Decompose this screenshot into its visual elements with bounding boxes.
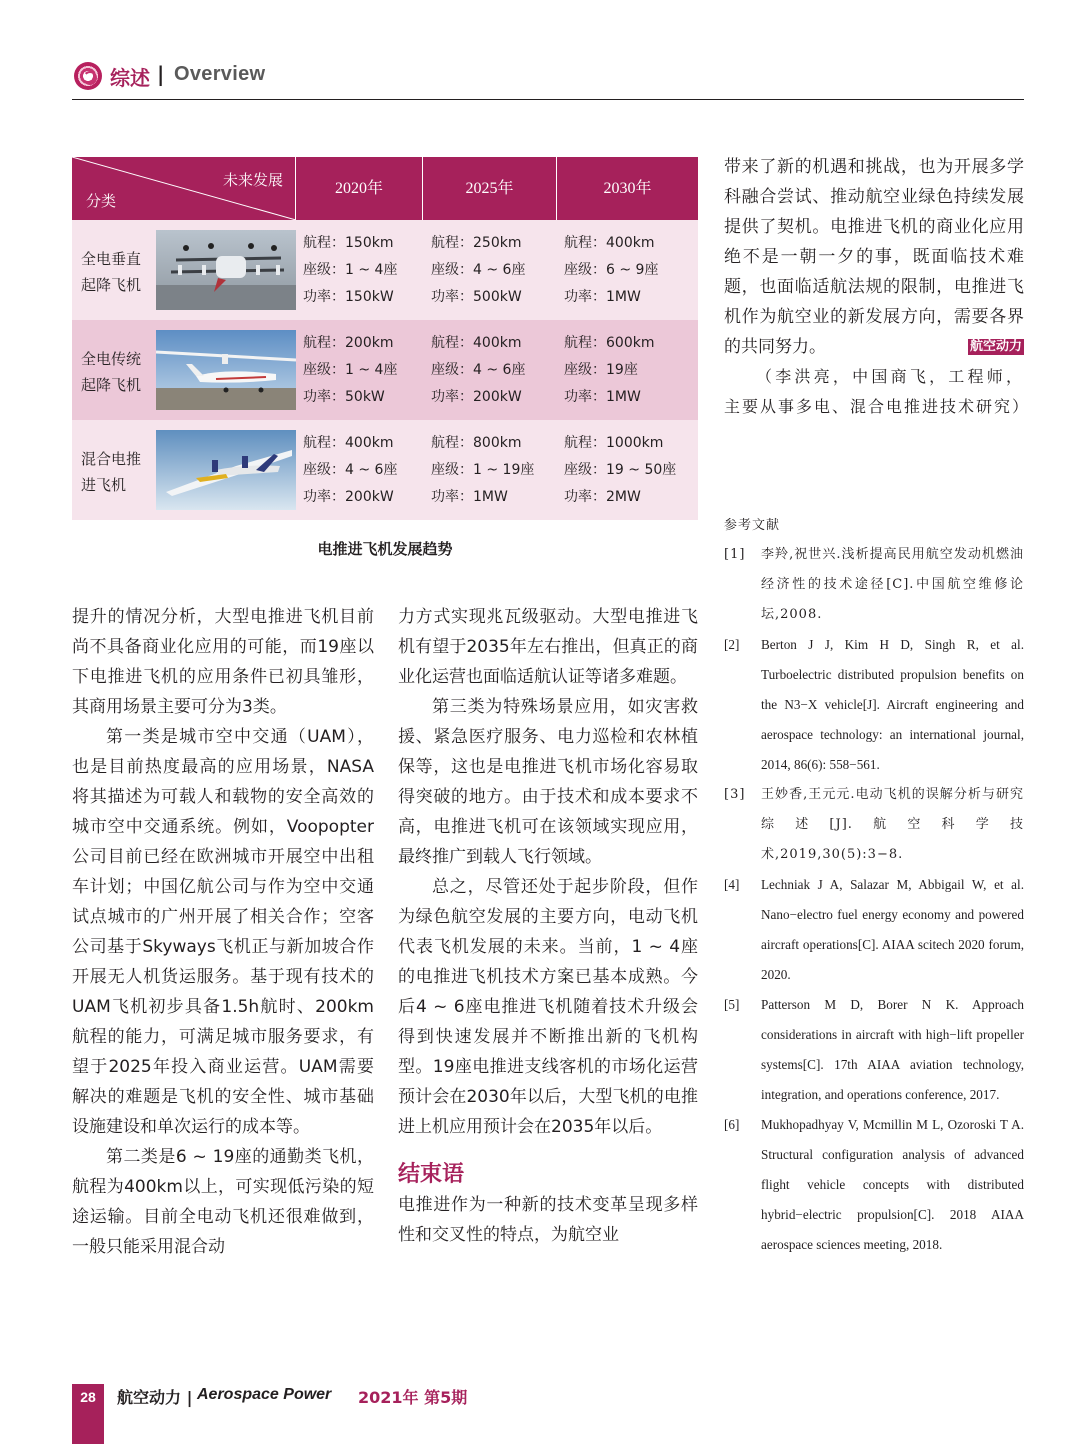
reference-item xyxy=(724,870,1024,990)
paragraph: 第二类是6 ~ 19座的通勤类飞机，航程为400km以上，可实现低污染的短途运输。目前全电动飞机还很难做到，一般只能采用混合动 xyxy=(72,1147,374,1257)
row-label xyxy=(81,246,161,298)
seat-value: 座级：19座 xyxy=(564,362,638,378)
spec-cell xyxy=(303,230,397,311)
page-number: 28 xyxy=(80,1389,96,1405)
table-header xyxy=(72,157,698,220)
seat-value: 座级：6 ~ 9座 xyxy=(564,262,659,278)
paragraph: 提升的情况分析，大型电推进飞机目前尚不具备商业化应用的可能，而19座以下电推进飞机的应用条件已初具雏形，其商用场景主要可分为3类。 xyxy=(72,607,374,717)
header-separator: | xyxy=(157,62,165,86)
reference-item xyxy=(724,780,1024,870)
power-value: 功率：50kW xyxy=(303,389,385,405)
footer-issue: 2021年 第5期 xyxy=(358,1388,468,1407)
table-row xyxy=(72,220,698,320)
range-value: 航程：200km xyxy=(303,335,394,351)
reference-item xyxy=(724,540,1024,630)
year-header-2020: 2020年 xyxy=(296,157,423,220)
table-row xyxy=(72,320,698,420)
power-value: 功率：1MW xyxy=(431,489,508,505)
seat-value: 座级：1 ~ 4座 xyxy=(303,262,398,278)
row-label-line: 全电垂直 xyxy=(81,250,142,268)
reference-text: 李羚,祝世兴.浅析提高民用航空发动机燃油经济性的技术途径[C].中国航空维修论坛,2008. xyxy=(761,547,1024,622)
spec-cell xyxy=(564,330,654,411)
reference-number: [2] xyxy=(724,637,740,652)
spec-cell xyxy=(303,330,397,411)
seat-value: 座级：19 ~ 50座 xyxy=(564,462,677,478)
page-header xyxy=(72,60,1024,100)
section-title: 结束语 xyxy=(398,1162,465,1187)
row-label-line: 混合电推 xyxy=(81,450,142,468)
reference-text: 王妙香,王元元.电动飞机的误解分析与研究综述[J].航空科学技术,2019,30(5):3−8. xyxy=(761,787,1024,862)
reference-text: Berton J J, Kim H D, Singh R, et al. Turboelectric distributed propulsion benefits on the N3−X vehicle[J]. Aircraft engineering and aerospace technology: an international journal, 2014, 86(6): 558−561. xyxy=(761,637,1024,772)
author-note: （李洪亮，中国商飞，工程师，主要从事多电、混合电推进技术研究） xyxy=(724,367,1031,416)
reference-number: [3] xyxy=(724,787,746,802)
paragraph: 总之，尽管还处于起步阶段，但作为绿色航空发展的主要方向，电动飞机代表飞机发展的未来。当前，1 ~ 4座的电推进飞机技术方案已基本成熟。今后4 ~ 6座电推进飞机随着技术升级会得到快速发展并不断推出新的飞机构型。19座电推进支线客机的市场化运营预计会在2030年以后，大型飞机的电推进上机应用预计会在2035年以后。 xyxy=(398,877,698,1137)
year-header-2030: 2030年 xyxy=(603,180,652,197)
paragraph: 电推进作为一种新的技术变革呈现多样性和交叉性的特点，为航空业 xyxy=(398,1195,698,1245)
body-column-left xyxy=(72,602,374,1262)
references-title: 参考文献 xyxy=(724,518,781,533)
range-value: 航程：400km xyxy=(564,235,655,251)
reference-item xyxy=(724,1110,1024,1260)
row-label-line: 进飞机 xyxy=(81,476,127,494)
paragraph xyxy=(724,152,1024,362)
journal-logo-icon xyxy=(74,62,102,90)
row-label xyxy=(81,446,161,498)
range-value: 航程：600km xyxy=(564,335,655,351)
development-trend-table xyxy=(72,157,698,520)
seat-value: 座级：1 ~ 19座 xyxy=(431,462,535,478)
row-label-line: 起降飞机 xyxy=(81,276,142,294)
reference-text: Patterson M D, Borer N K. Approach considerations in aircraft with high−lift propeller systems[C]. 17th AIAA aviation technology, integration, and operations conference, 2017. xyxy=(761,997,1024,1102)
range-value: 航程：1000km xyxy=(564,435,664,451)
body-column-middle xyxy=(398,602,698,1250)
reference-number: [6] xyxy=(724,1117,740,1132)
section-label-en: Overview xyxy=(174,63,266,85)
footer-journal-en: Aerospace Power xyxy=(197,1386,332,1403)
range-value: 航程：400km xyxy=(431,335,522,351)
table-caption: 电推进飞机发展趋势 xyxy=(317,540,453,558)
row-label-line: 全电传统 xyxy=(81,350,142,368)
spec-cell xyxy=(303,430,397,511)
spec-cell xyxy=(564,430,676,511)
table-row xyxy=(72,420,698,520)
electric-conventional-aircraft-photo xyxy=(156,330,296,410)
row-label-line: 起降飞机 xyxy=(81,376,142,394)
power-value: 功率：1MW xyxy=(564,289,641,305)
seat-value: 座级：4 ~ 6座 xyxy=(303,462,398,478)
reference-number: [5] xyxy=(724,997,740,1012)
reference-number: [1] xyxy=(724,547,746,562)
reference-item xyxy=(724,990,1024,1110)
hybrid-electric-aircraft-photo xyxy=(156,430,296,510)
power-value: 功率：1MW xyxy=(564,389,641,405)
spec-cell xyxy=(431,430,534,511)
paragraph: 第一类是城市空中交通（UAM），也是目前热度最高的应用场景，NASA将其描述为可载人和载物的安全高效的城市空中交通系统。例如，Voopopter公司目前已经在欧洲城市开展空中出租车计划；中国亿航公司与作为空中交通试点城市的广州开展了相关合作；空客公司基于Skyways飞机正与新加坡合作开展无人机货运服务。基于现有技术的UAM飞机初步具备1.5h航时、200km航程的能力，可满足城市服务要求，有望于2025年投入商业运营。UAM需要解决的难题是飞机的安全性、城市基础设施建设和单次运行的成本等。 xyxy=(72,727,374,1137)
range-value: 航程：800km xyxy=(431,435,522,451)
section-label-cn: 综述 xyxy=(110,66,150,90)
row-label xyxy=(81,346,161,398)
seat-value: 座级：4 ~ 6座 xyxy=(431,362,526,378)
reference-item xyxy=(724,630,1024,780)
spec-cell xyxy=(431,330,525,411)
paragraph: 第三类为特殊场景应用，如灾害救援、紧急医疗服务、电力巡检和农林植保等，这也是电推进飞机市场化容易取得突破的地方。由于技术和成本要求不高，电推进飞机可在该领域实现应用，最终推广到载人飞行领域。 xyxy=(398,697,698,867)
power-value: 功率：200kW xyxy=(431,389,522,405)
seat-value: 座级：1 ~ 4座 xyxy=(303,362,398,378)
seat-value: 座级：4 ~ 6座 xyxy=(431,262,526,278)
corner-category-label: 分类 xyxy=(86,192,117,210)
range-value: 航程：250km xyxy=(431,235,522,251)
range-value: 航程：150km xyxy=(303,235,394,251)
power-value: 功率：500kW xyxy=(431,289,522,305)
corner-future-label: 未来发展 xyxy=(222,171,283,189)
spec-cell xyxy=(564,230,658,311)
year-header-2025: 2025年 xyxy=(423,157,557,220)
spec-cell xyxy=(431,230,525,311)
power-value: 功率：150kW xyxy=(303,289,394,305)
journal-end-tag: 航空动力 xyxy=(969,339,1022,354)
reference-number: [4] xyxy=(724,877,740,892)
reference-text: Lechniak J A, Salazar M, Abbigail W, et al. Nano−electro fuel energy economy and powered aircraft operations[C]. AIAA scitech 2020 forum, 2020. xyxy=(761,877,1024,982)
paragraph: 力方式实现兆瓦级驱动。大型电推进飞机有望于2035年左右推出，但真正的商业化运营也面临适航认证等诸多难题。 xyxy=(398,607,698,687)
table-corner-cell xyxy=(72,157,296,220)
reference-text: Mukhopadhyay V, Mcmillin M L, Ozoroski T A. Structural configuration analysis of advanced flight vehicle concepts with distributed hybrid−electric propulsion[C]. 2018 AIAA aerospace sciences meeting, 2018. xyxy=(761,1117,1024,1252)
journal-name-cn: 航空动力 xyxy=(117,1388,182,1407)
footer-separator: | xyxy=(186,1388,193,1407)
paragraph-text: 带来了新的机遇和挑战，也为开展多学科融合尝试、推动航空业绿色持续发展提供了契机。电推进飞机的商业化应用绝不是一朝一夕的事，既面临技术难题，也面临适航法规的限制，电推进飞机作为航空业的新发展方向，需要各界的共同努力。 xyxy=(724,157,1024,357)
body-column-right xyxy=(724,152,1031,422)
evtol-aircraft-photo xyxy=(156,230,296,310)
range-value: 航程：400km xyxy=(303,435,394,451)
references-list xyxy=(724,540,1024,1260)
power-value: 功率：200kW xyxy=(303,489,394,505)
power-value: 功率：2MW xyxy=(564,489,641,505)
footer-journal-cn xyxy=(117,1385,192,1408)
